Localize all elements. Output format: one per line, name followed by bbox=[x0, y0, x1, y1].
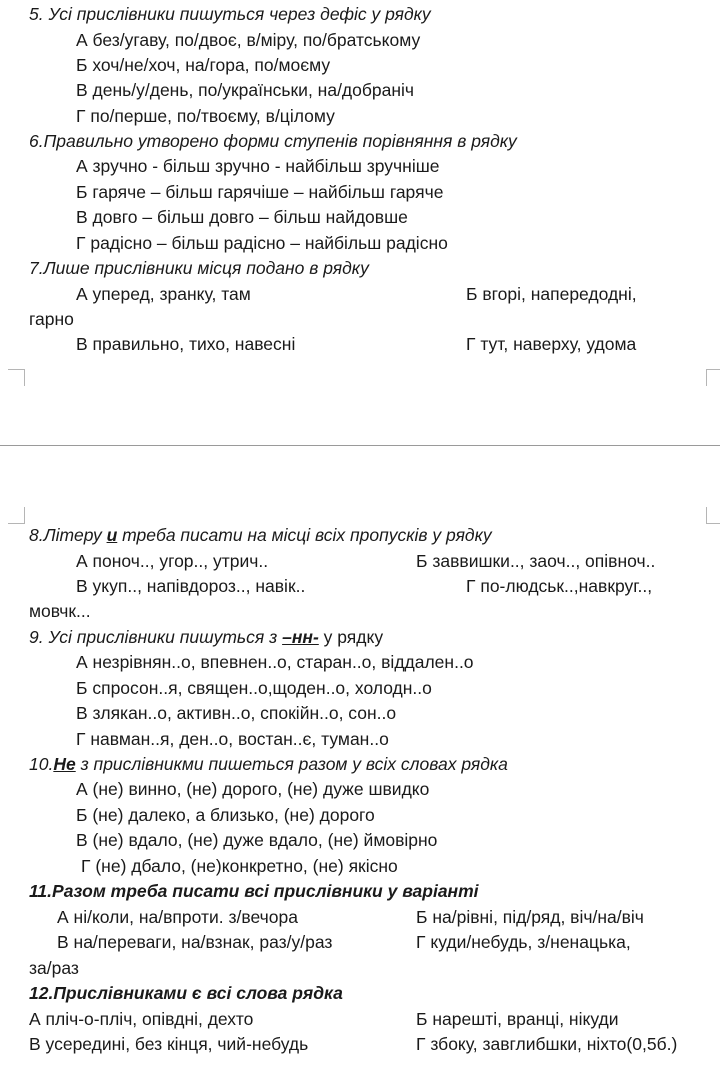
q10-option-b: Б (не) далеко, а близько, (не) дорого bbox=[76, 805, 375, 825]
q9-title bbox=[29, 626, 383, 648]
q10-title bbox=[29, 753, 508, 775]
q7-title: 7.Лише прислівники місця подано в рядку bbox=[29, 258, 369, 278]
q9-title-mark: –нн- bbox=[282, 627, 319, 647]
q10-option-g: Г (не) дбало, (не)конкретно, (не) якісно bbox=[81, 856, 398, 876]
q8-title bbox=[29, 524, 492, 546]
q9-option-b: Б спросон..я, священ..о,щоден..о, холодн..о bbox=[76, 678, 432, 698]
q11-title: 11.Разом треба писати всі прислівники у варіанті bbox=[29, 881, 479, 901]
q6-title: 6.Правильно утворено форми ступенів порівняння в рядку bbox=[29, 131, 517, 151]
q10-option-v: В (не) вдало, (не) дуже вдало, (не) ймовірно bbox=[76, 830, 438, 850]
q5-title: 5. Усі прислівники пишуться через дефіс у рядку bbox=[29, 4, 431, 24]
q7-option-g: Г тут, наверху, удома bbox=[466, 334, 637, 354]
q8-option-v: В укуп.., напівдороз.., навік.. bbox=[76, 576, 306, 596]
page-corner-mark bbox=[8, 507, 25, 524]
page-separator bbox=[0, 445, 720, 446]
q5-option-a: А без/угаву, по/двоє, в/міру, по/братському bbox=[76, 30, 421, 50]
q8-option-g: Г по-людськ..,навкруг.., bbox=[466, 576, 653, 596]
q11-option-g: Г куди/небудь, з/ненацька, bbox=[416, 932, 631, 952]
q9-title-start: 9. Усі прислівники пишуться з bbox=[29, 627, 283, 647]
q7-option-a: А уперед, зранку, там bbox=[76, 284, 251, 304]
q12-option-g: Г збоку, завглибшки, ніхто(0,5б.) bbox=[416, 1034, 678, 1054]
q8-option-b: Б заввишки.., заоч.., опівноч.. bbox=[416, 551, 656, 571]
q5-option-g: Г по/перше, по/твоєму, в/цілому bbox=[76, 106, 335, 126]
q12-title: 12.Прислівниками є всі слова рядка bbox=[29, 983, 343, 1003]
q9-option-a: А незрівнян..о, впевнен..о, старан..о, віддален..о bbox=[76, 652, 474, 672]
q7-option-b: Б вгорі, напередодні, bbox=[466, 284, 637, 304]
q12-option-a: А пліч-о-пліч, опівдні, дехто bbox=[29, 1009, 254, 1029]
page-corner-mark bbox=[706, 369, 720, 386]
q6-option-v: В довго – більш довго – більш найдовше bbox=[76, 207, 408, 227]
q6-option-b: Б гаряче – більш гарячіше – найбільш гаряче bbox=[76, 182, 444, 202]
q5-option-b: Б хоч/не/хоч, на/гора, по/моєму bbox=[76, 55, 331, 75]
q10-title-start: 10. bbox=[29, 754, 54, 774]
q11-option-v: В на/переваги, на/взнак, раз/у/раз bbox=[57, 932, 333, 952]
page-corner-mark bbox=[8, 369, 25, 386]
q8-title-start: 8.Літеру bbox=[29, 525, 107, 545]
q6-option-a: А зручно - більш зручно - найбільш зручніше bbox=[76, 156, 440, 176]
q8-title-letter: и bbox=[106, 525, 118, 545]
q8-option-a: А поноч.., угор.., утрич.. bbox=[76, 551, 269, 571]
q7-option-b-continuation: гарно bbox=[29, 309, 74, 329]
q12-option-v: В усередині, без кінця, чий-небудь bbox=[29, 1034, 309, 1054]
q9-option-g: Г навман..я, ден..о, востан..є, туман..о bbox=[76, 729, 389, 749]
q8-option-g-continuation: мовчк... bbox=[29, 601, 91, 621]
q12-option-b: Б нарешті, вранці, нікуди bbox=[416, 1009, 619, 1029]
q6-option-g: Г радісно – більш радісно – найбільш радісно bbox=[76, 233, 448, 253]
q5-option-v: В день/у/день, по/українськи, на/добраніч bbox=[76, 80, 415, 100]
q8-title-end: треба писати на місці всіх пропусків у рядку bbox=[117, 525, 492, 545]
q10-title-mark: Не bbox=[53, 754, 76, 774]
q10-title-end: з прислівникми пишеться разом у всіх словах рядка bbox=[75, 754, 508, 774]
q11-option-a: А ні/коли, на/впроти. з/вечора bbox=[57, 907, 298, 927]
page-corner-mark bbox=[706, 507, 720, 524]
q7-option-v: В правильно, тихо, навесні bbox=[76, 334, 296, 354]
q9-option-v: В злякан..о, активн..о, спокійн..о, сон..о bbox=[76, 703, 397, 723]
q9-title-end: у рядку bbox=[318, 627, 384, 647]
q10-option-a: А (не) винно, (не) дорого, (не) дуже швидко bbox=[76, 779, 430, 799]
q11-option-b: Б на/рівні, під/ряд, віч/на/віч bbox=[416, 907, 644, 927]
q11-option-g-continuation: за/раз bbox=[29, 958, 79, 978]
